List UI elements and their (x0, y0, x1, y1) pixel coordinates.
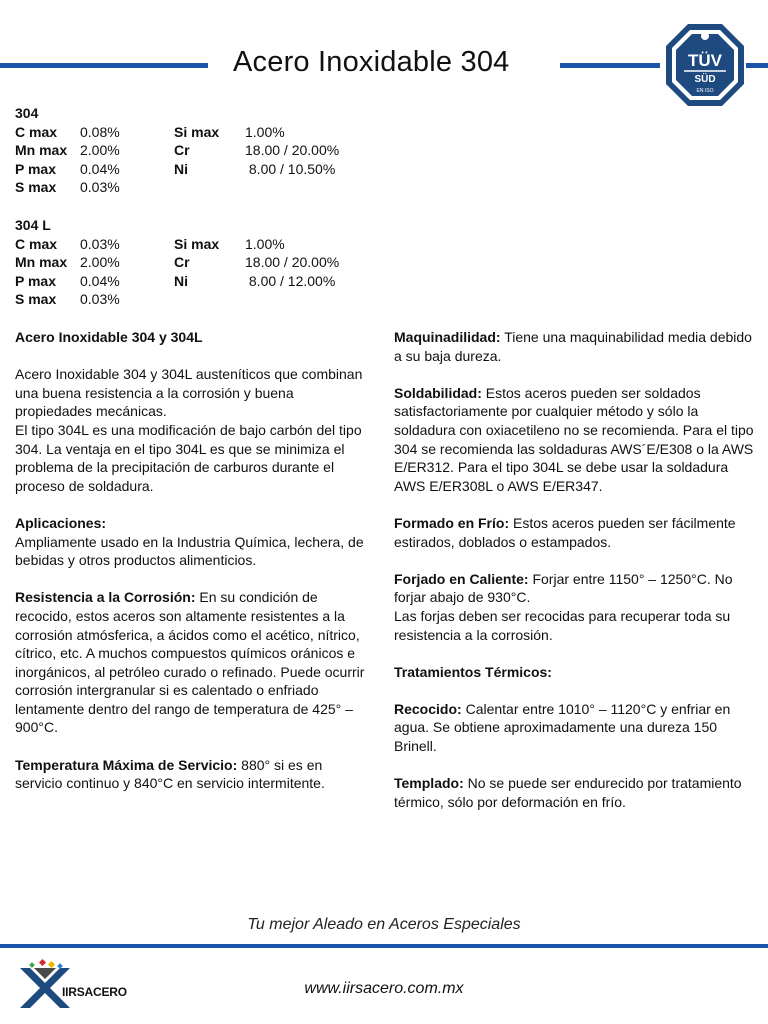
formado-frio-paragraph: Formado en Frío: Estos aceros pueden ser fácilmente estirados, doblados o estampados. (394, 514, 736, 550)
spec-row: S max 0.03% (15, 179, 120, 196)
website-link[interactable]: www.iirsacero.com.mx (304, 980, 464, 997)
header-rule-right (560, 63, 660, 68)
header-rule-left (0, 63, 208, 68)
page-title: Acero Inoxidable 304 (233, 46, 510, 78)
maquinabilidad-paragraph: Maquinadilidad: Tiene una maquinabilidad media debido a su baja dureza. (394, 329, 752, 364)
right-column (394, 328, 756, 830)
footer-rule (0, 944, 768, 948)
temperature-paragraph: Temperatura Máxima de Servicio: 880° si es en servicio continuo y 840°C en servicio intermitente. (15, 756, 325, 792)
intro-paragraph: Acero Inoxidable 304 y 304L austeníticos que combinan una buena resistencia a la corrosión y buena propiedades mecánicas. El tipo 304L es una modificación de bajo carbón del tipo 304. La ventaja en el tipo 304L es que se minimiza el problema de la precipitación de carburos durante el proceso de soldadura. (15, 366, 363, 494)
svg-text:EN ISO: EN ISO (696, 88, 714, 94)
spec-row: S max 0.03% (15, 291, 120, 308)
svg-text:TÜV: TÜV (688, 51, 722, 70)
templado-paragraph: Templado: No se puede ser endurecido por tratamiento térmico, sólo por deformación en frío. (394, 775, 742, 810)
tagline: Tu mejor Aleado en Aceros Especiales (247, 916, 521, 933)
spec-row: C max 0.03% Si max 1.00% (15, 235, 285, 252)
spec-table-304l (15, 216, 340, 309)
tuv-sud-certification-icon (664, 22, 746, 108)
spec-row: P max 0.04% Ni 8.00 / 10.50% (15, 160, 336, 177)
soldabilidad-paragraph: Soldabilidad: Estos aceros pueden ser soldados satisfactoriamente por cualquier método y sólo la soldadura con oxiacetileno no se recomienda. Para el tipo 304 se recomienda las soldaduras AWS´E/E308 o la AWS E/ER312. Para el tipo 304L se debe usar la soldadura AWS E/ER308L o AWS E/ER347. (394, 384, 754, 494)
spec-row: P max 0.04% Ni 8.00 / 12.00% (15, 272, 336, 289)
tratamientos-heading: Tratamientos Térmicos: (394, 663, 552, 680)
left-column (15, 328, 373, 811)
section-heading: Acero Inoxidable 304 y 304L (15, 329, 203, 345)
spec-row: Mn max 2.00% Cr 18.00 / 20.00% (15, 254, 340, 271)
spec-table-304 (15, 104, 340, 197)
recocido-paragraph: Recocido: Calentar entre 1010° – 1120°C y enfriar en agua. Se obtiene aproximadamente una dureza 150 Brinell. (394, 700, 731, 755)
aplicaciones-paragraph: Aplicaciones: Ampliamente usado en la Industria Química, lechera, de bebidas y otros productos alimenticios. (15, 514, 364, 569)
spec-row: Mn max 2.00% Cr 18.00 / 20.00% (15, 142, 340, 159)
grade-label: 304 L (15, 217, 51, 233)
header-rule-far-right (746, 63, 768, 68)
forjado-paragraph: Forjado en Caliente: Forjar entre 1150° – 1250°C. No forjar abajo de 930°C. Las forjas deben ser recocidas para recuperar toda su resistencia a la corrosión. (394, 570, 733, 643)
logo-wordmark: IIRSACERO (62, 985, 127, 999)
grade-label: 304 (15, 105, 39, 121)
spec-row: C max 0.08% Si max 1.00% (15, 123, 285, 140)
corrosion-paragraph: Resistencia a la Corrosión: En su condición de recocido, estos aceros son altamente resistentes a la corrosión atmósferica, a ácidos como el acético, nítrico, cítrico, etc. A muchos compuestos químicos oránicos e inorgánicos, al petróleo curado o refinado. Puede ocurrir corrosión intergranular si es calentado o enfriado lentamente dentro del rango de temperatura de 425° – 900°C. (15, 589, 365, 736)
svg-text:SÜD: SÜD (694, 74, 716, 85)
